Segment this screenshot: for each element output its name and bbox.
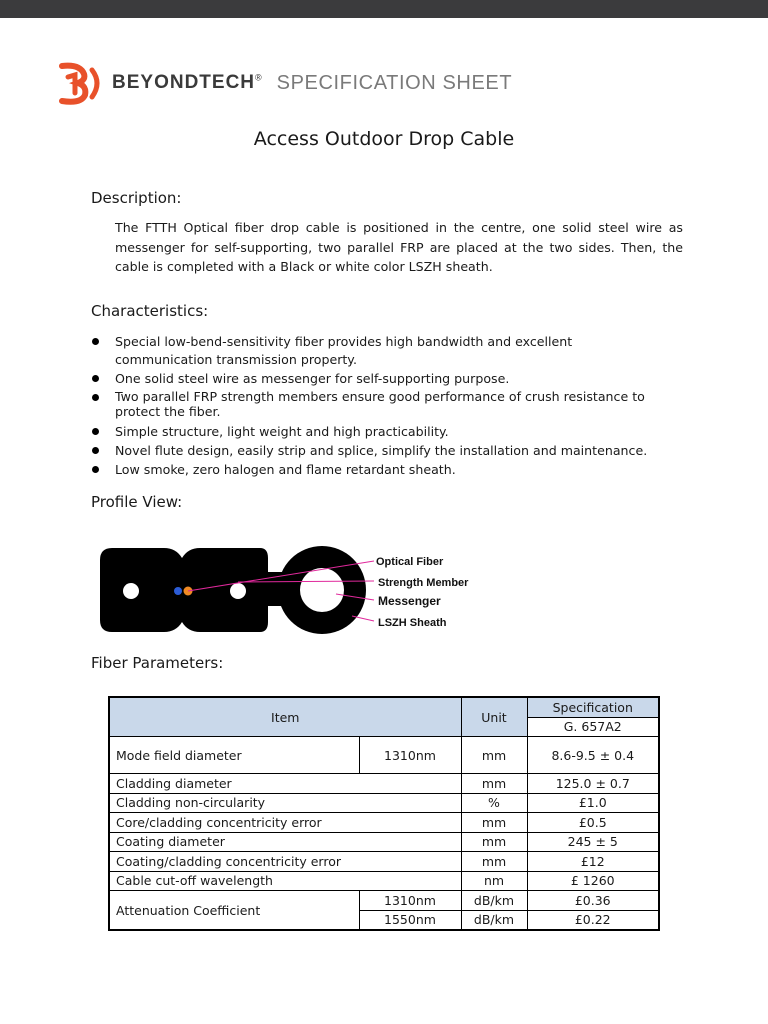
table-row xyxy=(109,832,659,852)
document-title: Access Outdoor Drop Cable xyxy=(253,128,515,150)
table-header-row xyxy=(109,697,659,717)
top-bar xyxy=(0,0,768,18)
row-value: £12 xyxy=(527,852,659,872)
bullet-icon xyxy=(92,428,99,435)
row-unit: mm xyxy=(461,832,527,852)
table-row xyxy=(109,774,659,794)
bullet-icon xyxy=(92,394,99,401)
attenuation-value: £0.22 xyxy=(527,910,659,930)
header-spec: Specification xyxy=(527,697,659,717)
label-messenger: Messenger xyxy=(378,594,441,608)
beyondtech-logo-icon xyxy=(56,60,104,106)
spec-sheet-title: SPECIFICATION SHEET xyxy=(276,71,513,94)
row-label: Coating diameter xyxy=(109,832,461,852)
strength-member-right xyxy=(230,583,246,599)
row-label: Cladding diameter xyxy=(109,774,461,794)
row-unit: nm xyxy=(461,871,527,891)
profile-view-heading: Profile View: xyxy=(91,493,183,511)
bullet-icon xyxy=(92,466,99,473)
list-item: Simple structure, light weight and high practicability. xyxy=(92,423,672,441)
table-row xyxy=(109,891,659,911)
mode-field-wavelength: 1310nm xyxy=(359,737,461,774)
table-row xyxy=(109,871,659,891)
header-spec-sub: G. 657A2 xyxy=(527,717,659,737)
label-lszh-sheath: LSZH Sheath xyxy=(378,617,447,629)
mode-field-label: Mode field diameter xyxy=(109,737,359,774)
list-item: Low smoke, zero halogen and flame retardant sheath. xyxy=(92,461,672,479)
table-row xyxy=(109,793,659,813)
characteristics-heading: Characteristics: xyxy=(91,302,209,320)
brand-name: BEYONDTECH® xyxy=(112,72,263,93)
bullet-icon xyxy=(92,447,99,454)
attenuation-unit: dB/km xyxy=(461,891,527,911)
table-row xyxy=(109,737,659,774)
row-label: Cladding non-circularity xyxy=(109,793,461,813)
attenuation-unit: dB/km xyxy=(461,910,527,930)
description-heading: Description: xyxy=(91,189,182,207)
table-row xyxy=(109,813,659,833)
row-value: £0.5 xyxy=(527,813,659,833)
row-unit: mm xyxy=(461,813,527,833)
description-text: The FTTH Optical fiber drop cable is positioned in the centre, one solid steel wire as messenger for self-supporting, two parallel FRP are placed at the two sides. Then, the cable is completed with a Black or white color LSZH sheath. xyxy=(115,220,683,274)
row-label: Coating/cladding concentricity error xyxy=(109,852,461,872)
bullet-icon xyxy=(92,338,99,345)
list-item: Novel flute design, easily strip and splice, simplify the installation and maintenance. xyxy=(92,442,672,460)
row-value: 245 ± 5 xyxy=(527,832,659,852)
row-unit: mm xyxy=(461,852,527,872)
list-item: Two parallel FRP strength members ensure good performance of crush resistance to protect the fiber. xyxy=(92,389,672,419)
strength-member-left xyxy=(123,583,139,599)
attenuation-wavelength: 1310nm xyxy=(359,891,461,911)
row-unit: % xyxy=(461,793,527,813)
mode-field-value: 8.6-9.5 ± 0.4 xyxy=(527,737,659,774)
header-item: Item xyxy=(109,697,461,737)
label-strength-member: Strength Member xyxy=(378,577,469,589)
row-label: Core/cladding concentricity error xyxy=(109,813,461,833)
fiber-parameters-table xyxy=(108,696,660,931)
row-value: £1.0 xyxy=(527,793,659,813)
characteristics-list xyxy=(92,333,672,480)
row-unit: mm xyxy=(461,774,527,794)
list-item: One solid steel wire as messenger for self-supporting purpose. xyxy=(92,370,672,388)
mode-field-unit: mm xyxy=(461,737,527,774)
table-row xyxy=(109,852,659,872)
fiber-parameters-heading: Fiber Parameters: xyxy=(91,654,224,672)
row-value: £ 1260 xyxy=(527,871,659,891)
label-optical-fiber: Optical Fiber xyxy=(376,556,444,568)
cable-profile-diagram xyxy=(96,544,496,636)
messenger-wire xyxy=(300,568,344,612)
bullet-icon xyxy=(92,375,99,382)
row-value: 125.0 ± 0.7 xyxy=(527,774,659,794)
header-unit: Unit xyxy=(461,697,527,737)
list-item: Special low-bend-sensitivity fiber provides high bandwidth and excellent communication transmission property. xyxy=(92,333,672,369)
optical-fiber-blue xyxy=(174,587,182,595)
page-header xyxy=(56,60,512,106)
attenuation-label: Attenuation Coefficient xyxy=(109,891,359,931)
row-label: Cable cut-off wavelength xyxy=(109,871,461,891)
attenuation-wavelength: 1550nm xyxy=(359,910,461,930)
attenuation-value: £0.36 xyxy=(527,891,659,911)
